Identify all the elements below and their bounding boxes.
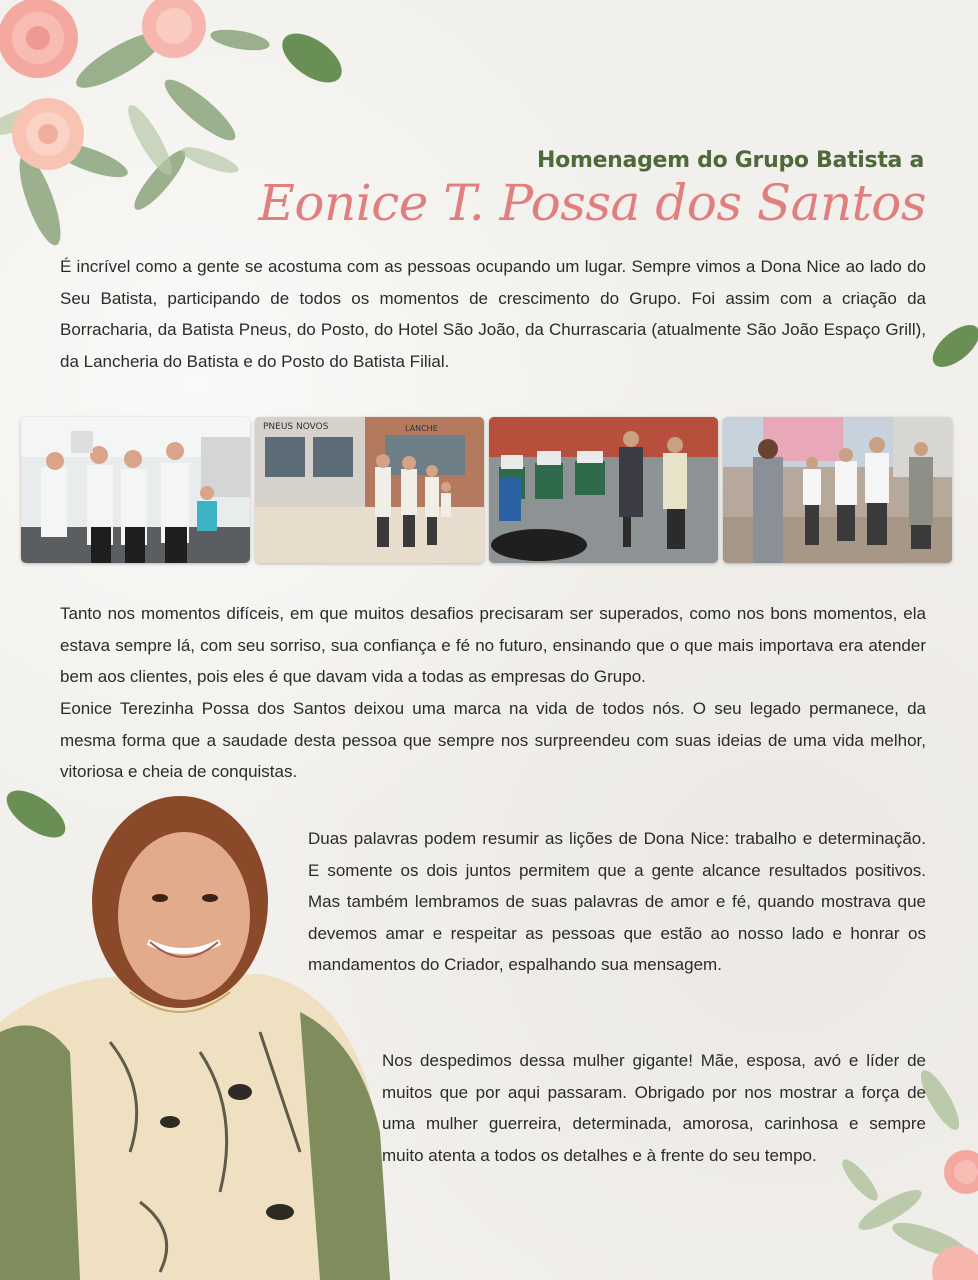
paragraph-difficult-moments: Tanto nos momentos difíceis, em que muitos desafios precisaram ser superados, como nos bons momentos, ela estava sempre lá, com seu sorriso, sua confiança e fé no futuro, ensinando que o que mais importava era atender bem aos clientes, pois eles é que davam vida a todas as empresas do Grupo. [60, 604, 926, 686]
leaf-right-decor [928, 316, 978, 376]
paragraph-two-words: Duas palavras podem resumir as lições de Dona Nice: trabalho e determinação. E somente os dois juntos permitem que a gente alcance resultados positivos. Mas também lembramos de suas palavras de amor e fé, quando mostrava que devemos amar e respeitar as pessoas que estão ao nosso lado e honrar os mandamentos do Criador, espalhando sua mensagem. [308, 829, 926, 974]
photo-group-outdoors [723, 417, 952, 563]
photo-tire-garden [489, 417, 718, 563]
paragraph-intro: É incrível como a gente se acostuma com as pessoas ocupando um lugar. Sempre vimos a Dona Nice ao lado do Seu Batista, participando de todos os momentos de crescimento do Grupo. Foi assim com a criação da Borracharia, da Batista Pneus, do Posto, do Hotel São João, da Churrascaria (atualmente São João Espaço Grill), da Lancheria do Batista e do Posto do Batista Filial. [60, 257, 926, 371]
floral-corner-top-left [0, 0, 350, 280]
photo-storefront [255, 417, 484, 563]
photo-kitchen-staff [21, 417, 250, 563]
paragraph-farewell: Nos despedimos dessa mulher gigante! Mãe, esposa, avó e líder de muitos que por aqui passaram. Obrigado por nos mostrar a força de uma mulher guerreira, determinada, amorosa, carinhosa e sempre muito atenta a todos os detalhes e à frente do seu tempo. [382, 1051, 926, 1165]
page-title: Eonice T. Possa dos Santos [258, 174, 926, 232]
sign-lanche: LANCHE [405, 424, 438, 433]
sign-pneus-novos: PNEUS NOVOS [263, 422, 329, 432]
paragraph-legacy: Eonice Terezinha Possa dos Santos deixou uma marca na vida de todos nós. O seu legado permanece, da mesma forma que a saudade desta pessoa que sempre nos surpreendeu com suas ideias de uma vida melhor, vitoriosa e cheia de conquistas. [60, 699, 926, 781]
page-subtitle: Homenagem do Grupo Batista a [537, 148, 924, 173]
photo-strip [21, 417, 951, 563]
